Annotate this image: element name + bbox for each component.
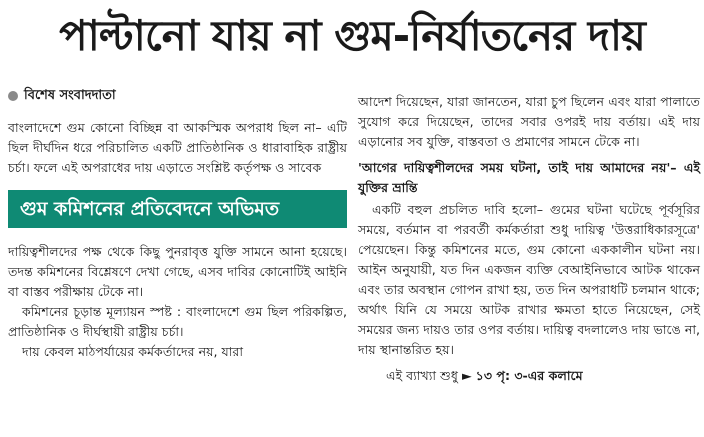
byline-text: বিশেষ সংবাদদাতা	[24, 88, 116, 103]
section-heading-box: গুম কমিশনের প্রতিবেদনে অভিমত	[8, 190, 347, 228]
left-column	[8, 84, 347, 362]
continuation-ref: ১৩ পৃ: ৩-এর কলামে	[475, 368, 583, 383]
body-paragraph-1: দায়িত্বশীলদের পক্ষ থেকে কিছু পুনরাবৃত্ত যুক্তি সামনে আনা হয়েছে। তদন্ত কমিশনের বিশ্লেষণে দেখা গেছে, এসব দাবির কোনোটিই আইনি বা বাস্তব পরীক্ষায় টেকে না।	[8, 244, 347, 299]
intro-paragraph: বাংলাদেশে গুম কোনো বিচ্ছিন্ন বা আকস্মিক অপরাধ ছিল না– এটি ছিল দীর্ঘদিন ধরে পরিচালিত একটি প্রাতিষ্ঠানিক ও ধারাবাহিক রাষ্ট্রীয় চর্চা। ফলে এই অপরাধের দায় এড়াতে সংশ্লিষ্ট কর্তৃপক্ষ ও সাবেক	[8, 120, 347, 175]
body-paragraph-2: কমিশনের চূড়ান্ত মূল্যায়ন স্পষ্ট : বাংলাদেশে গুম ছিল পরিকল্পিত, প্রাতিষ্ঠানিক ও দীর্ঘস্থায়ী রাষ্ট্রীয় চর্চা।	[8, 304, 347, 339]
right-paragraph-2: একটি বহুল প্রচলিত দাবি হলো– গুমের ঘটনা ঘটেছে পূর্বসূরির সময়ে, বর্তমান বা পরবর্তী কর্মকর্তারা শুধু দায়িত্ব 'উত্তরাধিকারসূত্রে' পেয়েছেন। কিন্তু কমিশনের মতে, গুম কোনো এককালীন ঘটনা নয়। আইন অনুযায়ী, যত দিন একজন ব্যক্তি বেআইনিভাবে আটক থাকেন এবং তার অবস্থান গোপন রাখা হয়, তত দিন অপরাধটি চলমান থাকে; অর্থাৎ যিনি যে সময়ে আটক রাখার ক্ষমতা হাতে নিয়েছেন, সেই সময়ের জন্য দায়ও তার ওপর বর্তায়। দায়িত্ব বদলালেও দায় ভাঙে না, দায় স্থানান্তরিত হয়।	[358, 202, 700, 357]
continuation-line	[358, 366, 700, 386]
bullet-dot-icon	[8, 91, 18, 101]
right-column	[358, 92, 700, 386]
right-paragraph-1: আদেশ দিয়েছেন, যারা জানতেন, যারা চুপ ছিলেন এবং যারা পালাতে সুযোগ করে দিয়েছেন, তাদের সবার ওপরই দায় বর্তায়। এই দায় এড়ানোর সব যুক্তি, বাস্তবতা ও প্রমাণের সামনে টেকে না।	[358, 94, 700, 149]
byline	[8, 84, 347, 108]
body-paragraph-3: দায় কেবল মাঠপর্যায়ের কর্মকর্তাদের নয়, যারা	[22, 344, 243, 359]
arrow-icon: ►	[461, 368, 472, 383]
headline: পাল্টানো যায় না গুম-নির্যাতনের দায়	[59, 11, 645, 60]
subheading: 'আগের দায়িত্বশীলদের সময় ঘটনা, তাই দায় আমাদের নয়'– এই যুক্তির ভ্রান্তি	[358, 160, 700, 195]
continuation-text: এই ব্যাখ্যা শুধু	[386, 368, 458, 383]
